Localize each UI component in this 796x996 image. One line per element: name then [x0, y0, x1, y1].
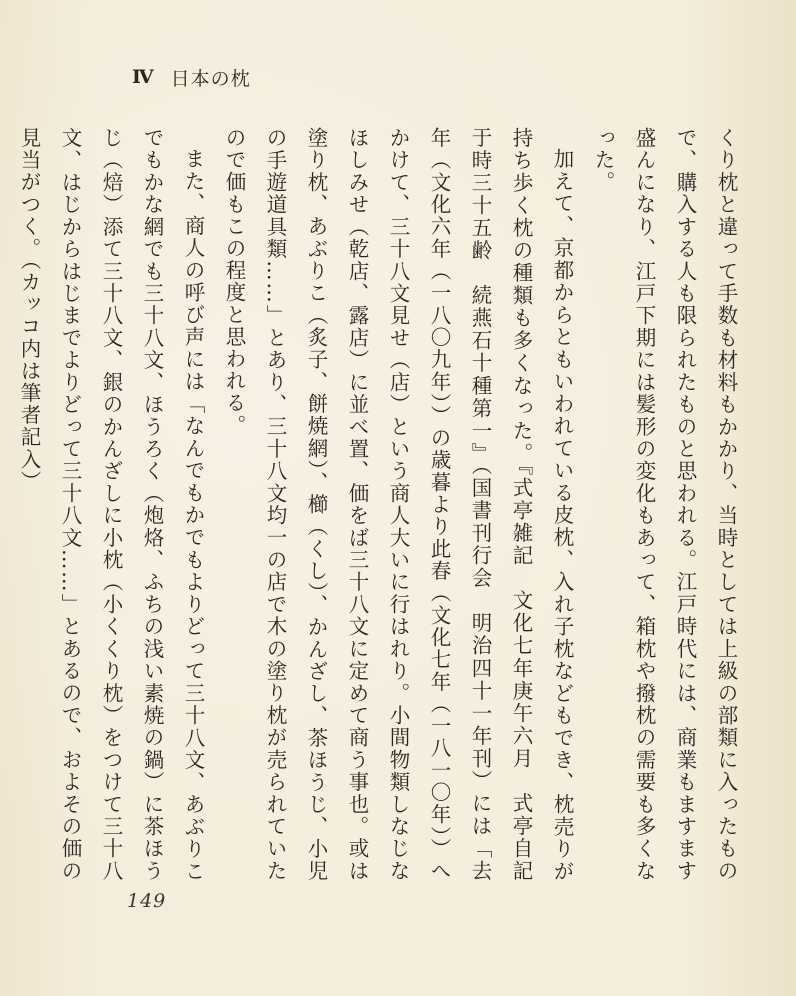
paragraph-2: 加えて、京都からともいわれている皮枕、入れ子枕などもでき、枕売りが持ち歩く枕の種類も多くなった。『式亭雑記 文化七年庚午六月 式亭自記于時三十五齢 続燕石十種第一』（国書刊行会 明治四十一年刊）には「去年（文化六年（一八〇九年））の歳暮より此春（文化七年（一八一〇年））へかけて、三十八文見せ（店）という商人大いに行はれり。小間物類しなじなほしみせ（乾店、露店）に並べ置、価をば三十八文に定めて商う事也。或は塗り枕、あぶりこ（炙子、餅焼網）、櫛（くし）、かんざし、茶ほうじ、小児の手遊道具類……」とあり、三十八文均一の店で木の塗り枕が売られていたので価もこの程度と思われる。: [222, 127, 574, 882]
paragraph-3: また、商人の呼び声には「なんでもかでもよりどって三十八文、あぶりこでもかな網でも三十八文、ほうろく（炮烙、ふちの浅い素焼の鍋）に茶ほうじ（焙）添て三十八文、銀のかんざしに小枕（小くくり枕）をつけて三十八文、はじからはじまでよりどって三十八文……」とあるので、およその価の見当がつく。（カッコ内は筆者記入）: [17, 127, 205, 882]
chapter-title: 日本の枕: [170, 67, 251, 90]
page-number: 149: [127, 890, 167, 912]
chapter-number: Ⅳ: [132, 66, 155, 88]
running-head: [132, 60, 251, 94]
paragraph-1: くり枕と違って手数も材料もかかり、当時としては上級の部類に入ったもので、購入する人も限られたものと思われる。江戸時代には、商業もますます盛んになり、江戸下期には髪形の変化もあって、箱枕や撥枕の需要も多くなった。: [591, 127, 738, 882]
paragraph-4: [0, 127, 8, 882]
vertical-body-text: [17, 127, 746, 882]
